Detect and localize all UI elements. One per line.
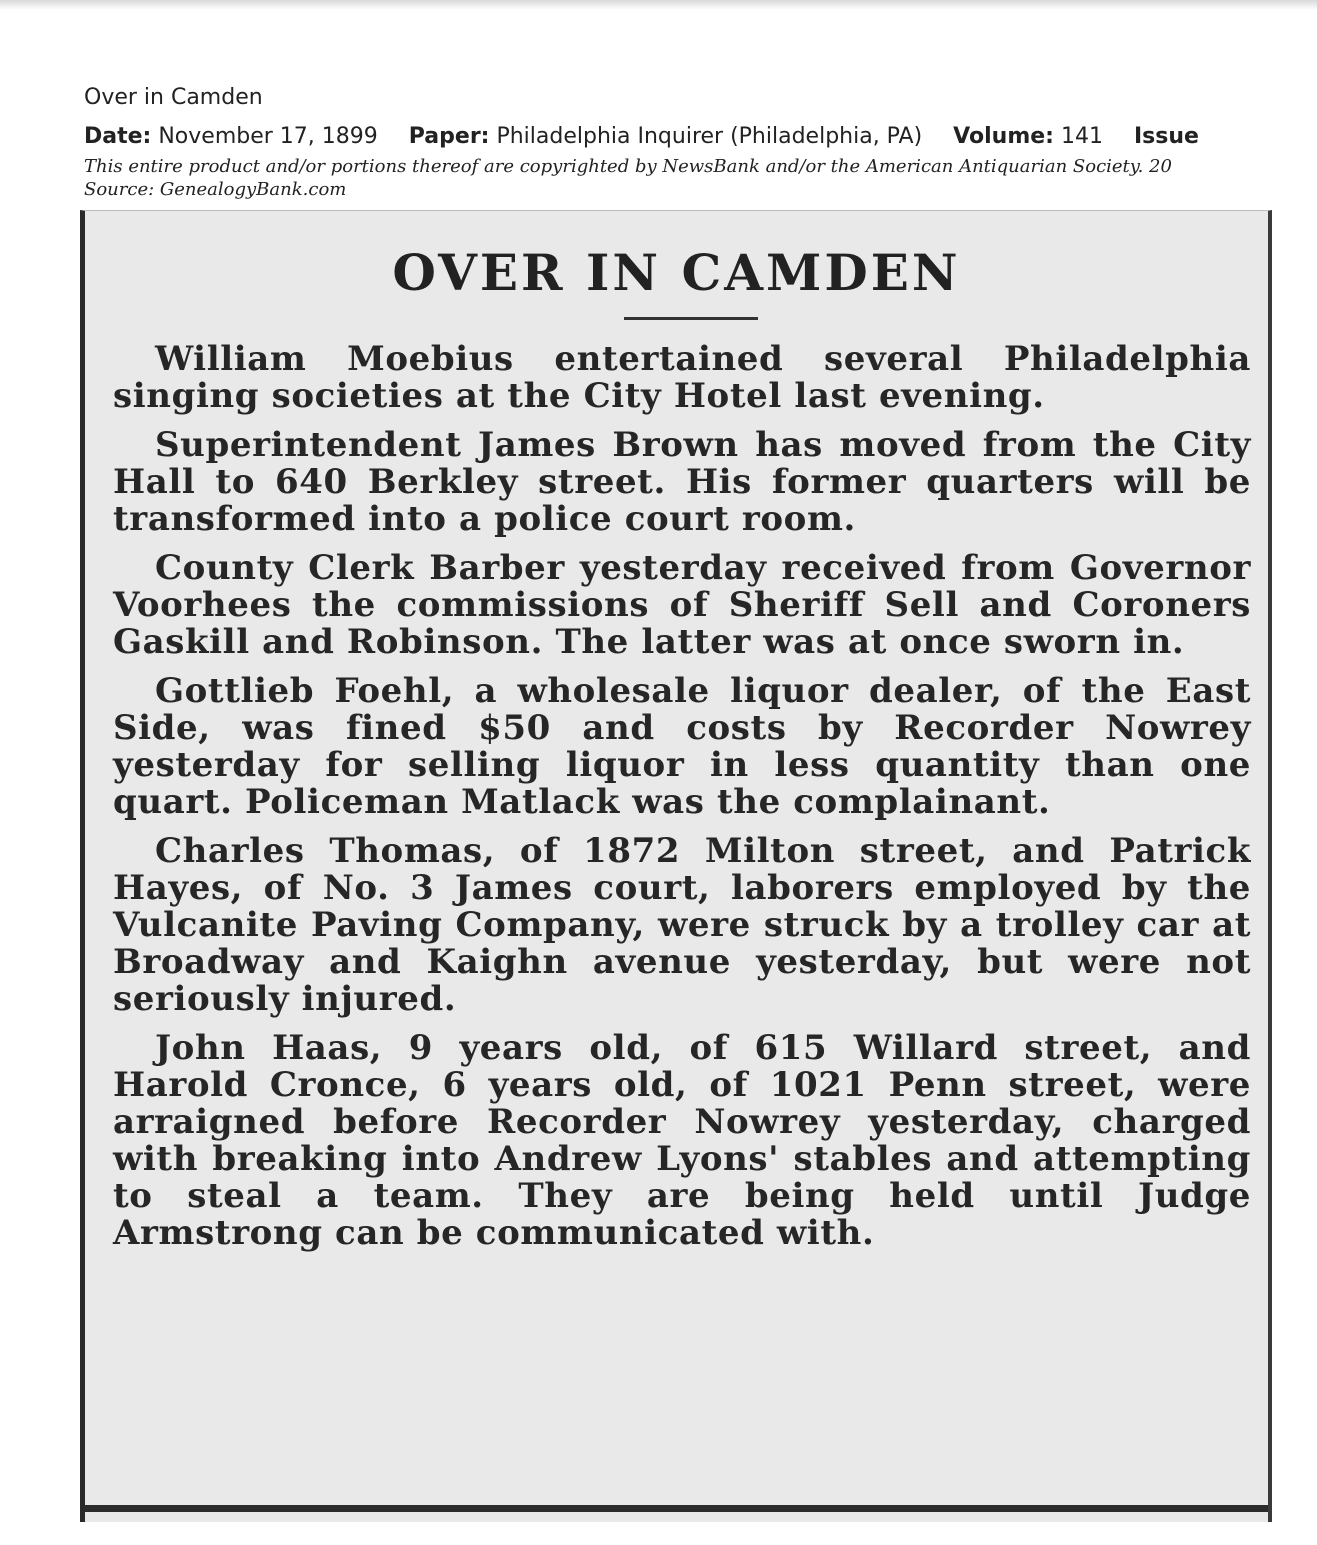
date-value: November 17, 1899	[158, 124, 378, 149]
paper-label: Paper:	[408, 124, 490, 149]
copyright-text: This entire product and/or portions thereof are copyrighted by NewsBank and/or the American Antiquarian Society. 20	[84, 156, 1172, 177]
article-headline: OVER IN CAMDEN	[392, 243, 961, 302]
article-paragraph: County Clerk Barber yesterday received from Governor Voorhees the commissions of Sheriff Sell and Coroners Gaskill and Robinson. The latter was at once sworn in.	[113, 548, 1251, 662]
volume-value: 141	[1060, 124, 1103, 149]
date-label: Date:	[84, 124, 152, 149]
article-paragraph: John Haas, 9 years old, of 615 Willard street, and Harold Cronce, 6 years old, of 1021 Penn street, were arraigned before Recorder Nowrey yesterday, charged with breaking into Andrew Lyons' stables and attempting to steal a team. They are being held until Judge Armstrong can be communicated with.	[113, 1028, 1251, 1253]
copyright-notice	[84, 155, 1317, 201]
paper-value: Philadelphia Inquirer (Philadelphia, PA)	[496, 124, 923, 149]
article-paragraph: Superintendent James Brown has moved from the City Hall to 640 Berkley street. His former quarters will be transformed into a police court room.	[113, 425, 1251, 539]
headline-rule	[624, 317, 758, 320]
article-paragraph: William Moebius entertained several Philadelphia singing societies at the City Hotel last evening.	[113, 339, 1251, 416]
volume-label: Volume:	[953, 124, 1054, 149]
document-title: Over in Camden	[84, 85, 263, 110]
article-paragraph: Charles Thomas, of 1872 Milton street, and Patrick Hayes, of No. 3 James court, laborers employed by the Vulcanite Paving Company, were struck by a trolley car at Broadway and Kaighn avenue yesterday, but were not seriously injured.	[113, 831, 1251, 1019]
citation-line	[84, 124, 1199, 149]
scan-edge	[0, 0, 1317, 10]
issue-label: Issue	[1133, 124, 1199, 149]
article-body	[113, 341, 1251, 1264]
newspaper-clipping	[80, 210, 1272, 1522]
article-paragraph: Gottlieb Foehl, a wholesale liquor dealer, of the East Side, was fined $50 and costs by Recorder Nowrey yesterday for selling liquor in less quantity than one quart. Policeman Matlack was the complainant.	[113, 671, 1251, 822]
source-text: Source: GenealogyBank.com	[84, 179, 347, 200]
clipping-bottom-rule	[85, 1505, 1268, 1512]
